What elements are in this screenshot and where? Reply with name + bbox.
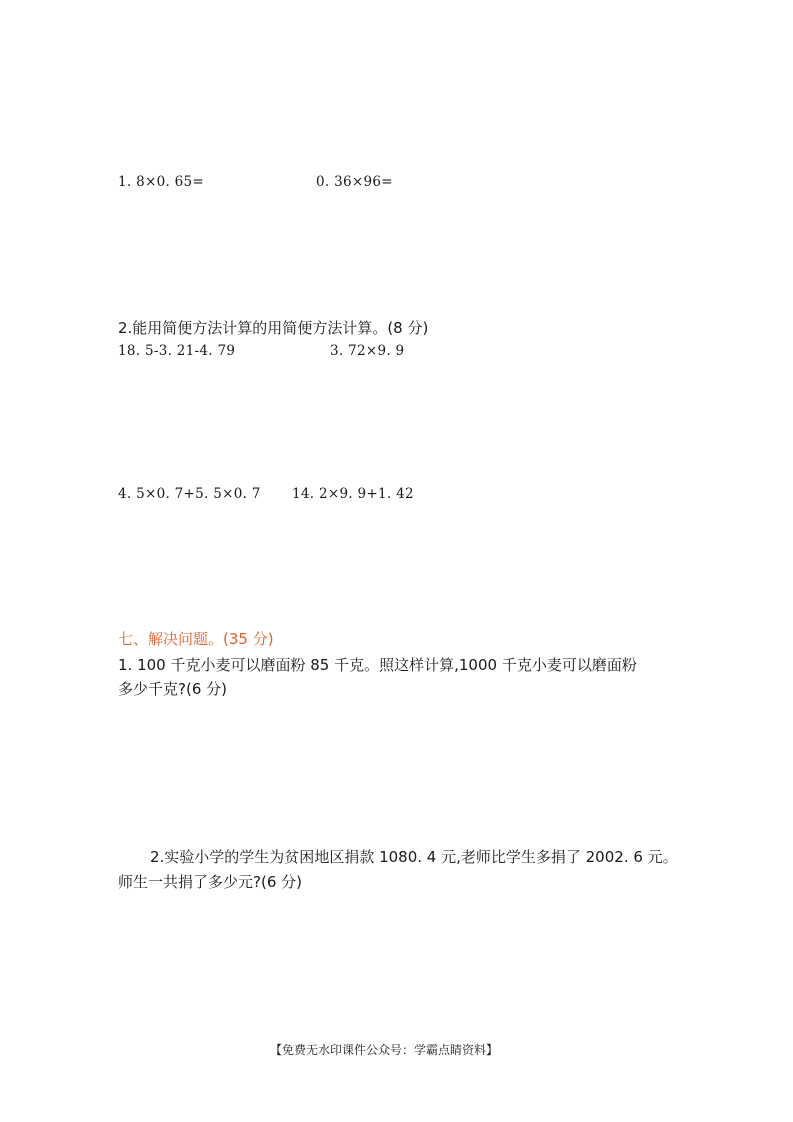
question-2-line-2: 师生一共捐了多少元?(6 分) [118,873,302,891]
problem-3-72: 3. 72×9. 9 [330,343,405,359]
problem-18-5: 18. 5-3. 21-4. 79 [118,343,236,359]
question-2-line-1: 2.实验小学的学生为贫困地区捐款 1080. 4 元,老师比学生多捐了 2002. 6 元。 [150,848,678,866]
question-1-line-1: 1. 100 千克小麦可以磨面粉 85 千克。照这样计算,1000 千克小麦可以磨面粉 [118,656,637,674]
question-1-line-2: 多少千克?(6 分) [118,680,227,698]
section-7-title: 七、解决问题。(35 分) [118,630,274,648]
section-2-title: 2.能用简便方法计算的用简便方法计算。(8 分) [118,319,429,337]
problem-4-5: 4. 5×0. 7+5. 5×0. 7 [118,486,261,502]
problem-14-2: 14. 2×9. 9+1. 42 [292,486,414,502]
footer-note: 【免费无水印课件公众号：学霸点睛资料】 [270,1043,499,1057]
problem-0-36x96: 0. 36×96= [316,174,393,190]
problem-1-8x0-65: 1. 8×0. 65= [118,174,205,190]
